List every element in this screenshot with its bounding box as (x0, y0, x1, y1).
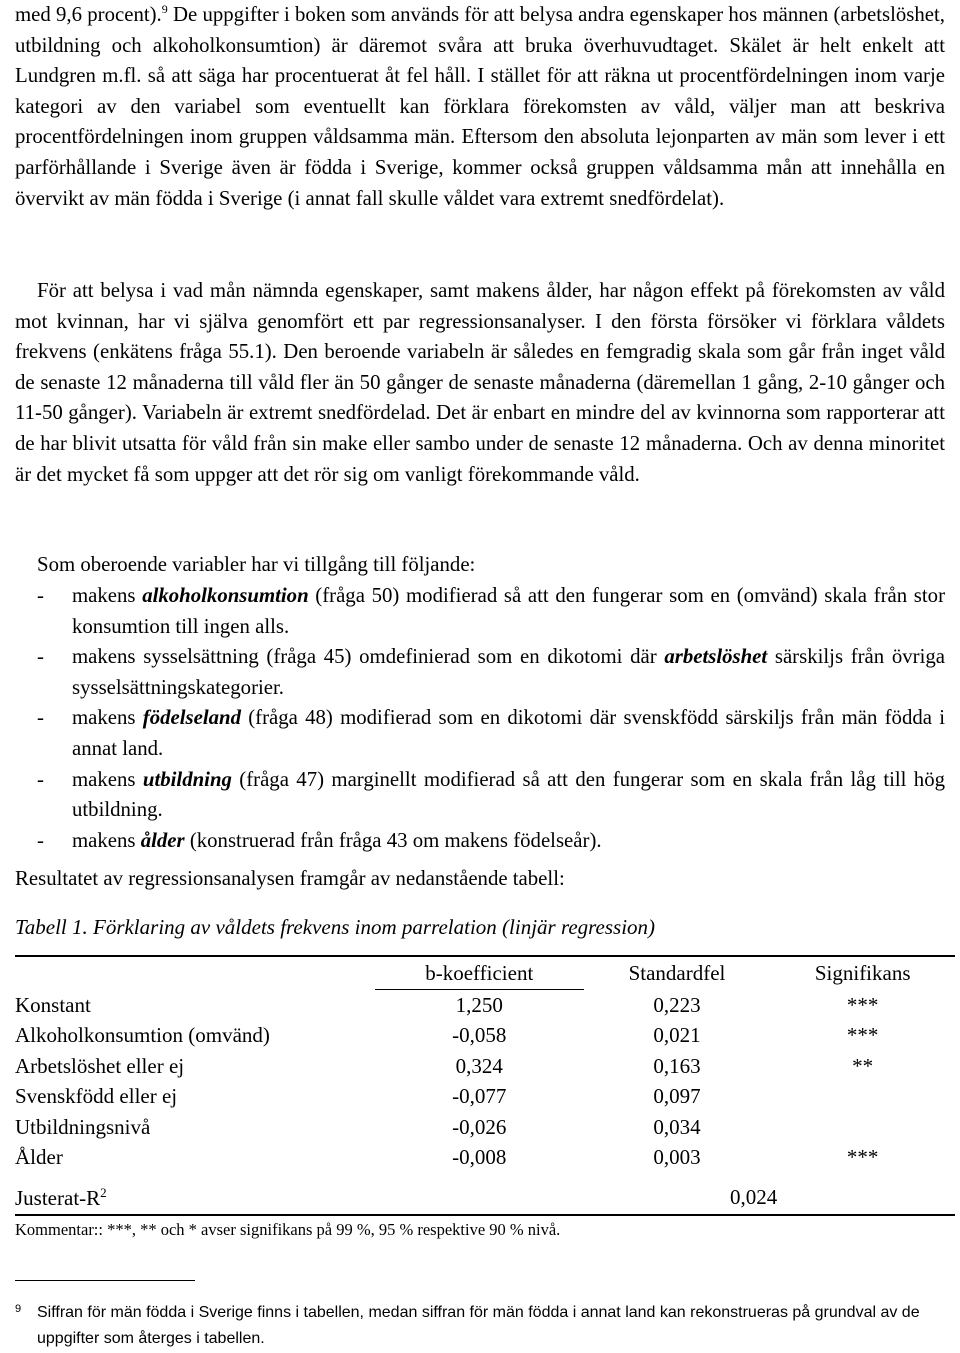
list-dash: - (37, 584, 44, 607)
keyword: födelseland (142, 706, 241, 730)
row-label: Arbetslöshet eller ej (15, 1053, 185, 1078)
list-text: makens (72, 584, 143, 607)
adjusted-r2-superscript: 2 (100, 1185, 107, 1200)
header-standard-error: Standardfel (628, 960, 726, 985)
header-b-coefficient: b-koefficient (375, 957, 584, 990)
list-text: makens sysselsättning (fråga 45) omdefinierad som en dikotomi där (72, 645, 665, 669)
se-value: 0,223 (653, 992, 701, 1017)
table-row (15, 1021, 955, 1052)
footnote-text: Siffran för män födda i Sverige finns i tabellen, medan siffran för män födda i annat land kan rekonstrueras på grundval av de uppgifter som återges i tabellen. (37, 1304, 920, 1347)
list-item (15, 642, 945, 703)
list-dash: - (37, 645, 44, 669)
b-value: -0,058 (452, 1023, 507, 1048)
table-caption: Tabell 1. Förklaring av våldets frekvens inom parrelation (linjär regression) (15, 915, 656, 939)
b-value: 0,324 (455, 1053, 503, 1078)
row-label: Konstant (15, 992, 91, 1017)
header-significance: Signifikans (814, 960, 911, 985)
keyword: alkoholkonsumtion (142, 584, 309, 607)
list-text: (fråga 48) modifierad som en dikotomi där svenskfödd särskiljs från män födda i annat land. (72, 706, 945, 760)
list-item (15, 581, 945, 642)
list-text: (konstruerad från fråga 43 om makens födelseår). (184, 828, 602, 852)
list-text: (fråga 47) marginellt modifierad så att den fungerar som en skala från låg till hög utbildning. (72, 767, 945, 822)
row-label: Alkoholkonsumtion (omvänd) (15, 1023, 270, 1048)
paragraph-3: Som oberoende variabler har vi tillgång till följande: (37, 553, 476, 576)
se-value: 0,021 (653, 1023, 701, 1048)
sig-value: *** (846, 992, 879, 1017)
regression-table (15, 955, 955, 1173)
adjusted-r2-label: Justerat-R (15, 1186, 101, 1210)
paragraph-4: Resultatet av regressionsanalysen framgår av nedanstående tabell: (15, 867, 565, 890)
table-row (15, 1082, 955, 1113)
b-value: -0,026 (452, 1114, 507, 1139)
variable-list (15, 581, 945, 856)
sig-value: ** (852, 1053, 874, 1078)
se-value: 0,163 (653, 1053, 701, 1078)
table-row (15, 1112, 955, 1143)
sig-value (770, 1082, 955, 1113)
list-dash: - (37, 828, 44, 852)
b-value: -0,077 (452, 1084, 507, 1109)
keyword: ålder (140, 828, 185, 852)
list-text: makens (72, 706, 143, 730)
list-item (15, 765, 945, 826)
sig-value: *** (846, 1023, 879, 1048)
se-value: 0,003 (653, 1145, 701, 1170)
list-text: makens (72, 828, 141, 852)
adjusted-r2-value: 0,024 (730, 1185, 778, 1209)
row-label: Svenskfödd eller ej (15, 1084, 178, 1109)
table-row (15, 1051, 955, 1082)
table-header-row (15, 957, 955, 990)
list-dash: - (37, 706, 44, 730)
se-value: 0,034 (653, 1114, 701, 1139)
b-value: 1,250 (455, 992, 503, 1017)
footnote (15, 1300, 945, 1352)
row-label: Utbildningsnivå (15, 1114, 151, 1139)
header-empty (15, 957, 375, 990)
paragraph-1-text: De uppgifter i boken som används för att belysa andra egenskaper hos männen (arbetslöshet, utbildning och alkoholkonsumtion) är däremot svåra att bruka överhuvudtaget. Skälet är helt enkelt att Lundgren m.fl. så att säga har procentuerat åt fel håll. I stället för att räkna ut procentfördelningen inom varje kategori av den variabel som eventuellt kan förklara förekomsten av våld, väljer man att beskriva procentfördelningen inom gruppen våldsamma män. Eftersom den absoluta lejonparten av män som lever i ett parförhållande i Sverige även är födda i Sverige, kommer också gruppen våldsamma mån att innehålla en övervikt av män födda i Sverige (i annat fall skulle våldet vara extremt snedfördelat). (15, 3, 945, 210)
adjusted-r2 (15, 1185, 815, 1211)
footnote-ref-9[interactable]: 9 (161, 2, 168, 17)
paragraph-2: För att belysa i vad mån nämnda egenskaper, samt makens ålder, har någon effekt på förekomsten av våld mot kvinnan, har vi själva genomfört ett par regressionsanalyser. I den första försöker vi förklara våldets frekvens (enkätens fråga 55.1). Den beroende variabeln är således en femgradig skala som går från inget våld de senaste 12 månaderna till våld fler än 50 gånger de senaste månaderna (däremellan 1 gång, 2-10 gånger och 11-50 gånger). Variabeln är extremt snedfördelad. Det är enbart en mindre del av kvinnorna som rapporterar att de har blivit utsatta för våld från sin make eller sambo under de senaste 12 månaderna. Och av denna minoritet är det mycket få som uppger att det rör sig om vanligt förekommande våld. (15, 279, 945, 486)
table-row (15, 990, 955, 1021)
footnote-separator (15, 1280, 195, 1281)
list-text: (fråga 50) modifierad så att den fungerar som en (omvänd) skala från stor konsumtion till ingen alls. (72, 584, 945, 638)
footnote-number: 9 (15, 1303, 22, 1315)
sig-value (770, 1112, 955, 1143)
sig-value: *** (846, 1145, 879, 1170)
list-item (15, 826, 945, 857)
table-row (15, 1143, 955, 1174)
b-value: -0,008 (452, 1145, 507, 1170)
row-label: Ålder (15, 1145, 63, 1170)
table-comment: Kommentar:: ***, ** och * avser signifikans på 99 %, 95 % respektive 90 % nivå. (15, 1220, 561, 1239)
list-item (15, 703, 945, 764)
paragraph-1 (15, 0, 945, 214)
regression-table-grid (15, 957, 955, 1173)
paragraph-1-start: med 9,6 procent). (15, 3, 162, 26)
se-value: 0,097 (653, 1084, 701, 1109)
table-bottom-rule (15, 1214, 955, 1216)
keyword: utbildning (142, 767, 232, 791)
keyword: arbetslöshet (664, 645, 768, 669)
list-text: särskiljs från övriga sysselsättningskategorier. (72, 645, 945, 699)
list-dash: - (37, 767, 44, 791)
list-text: makens (72, 767, 143, 791)
